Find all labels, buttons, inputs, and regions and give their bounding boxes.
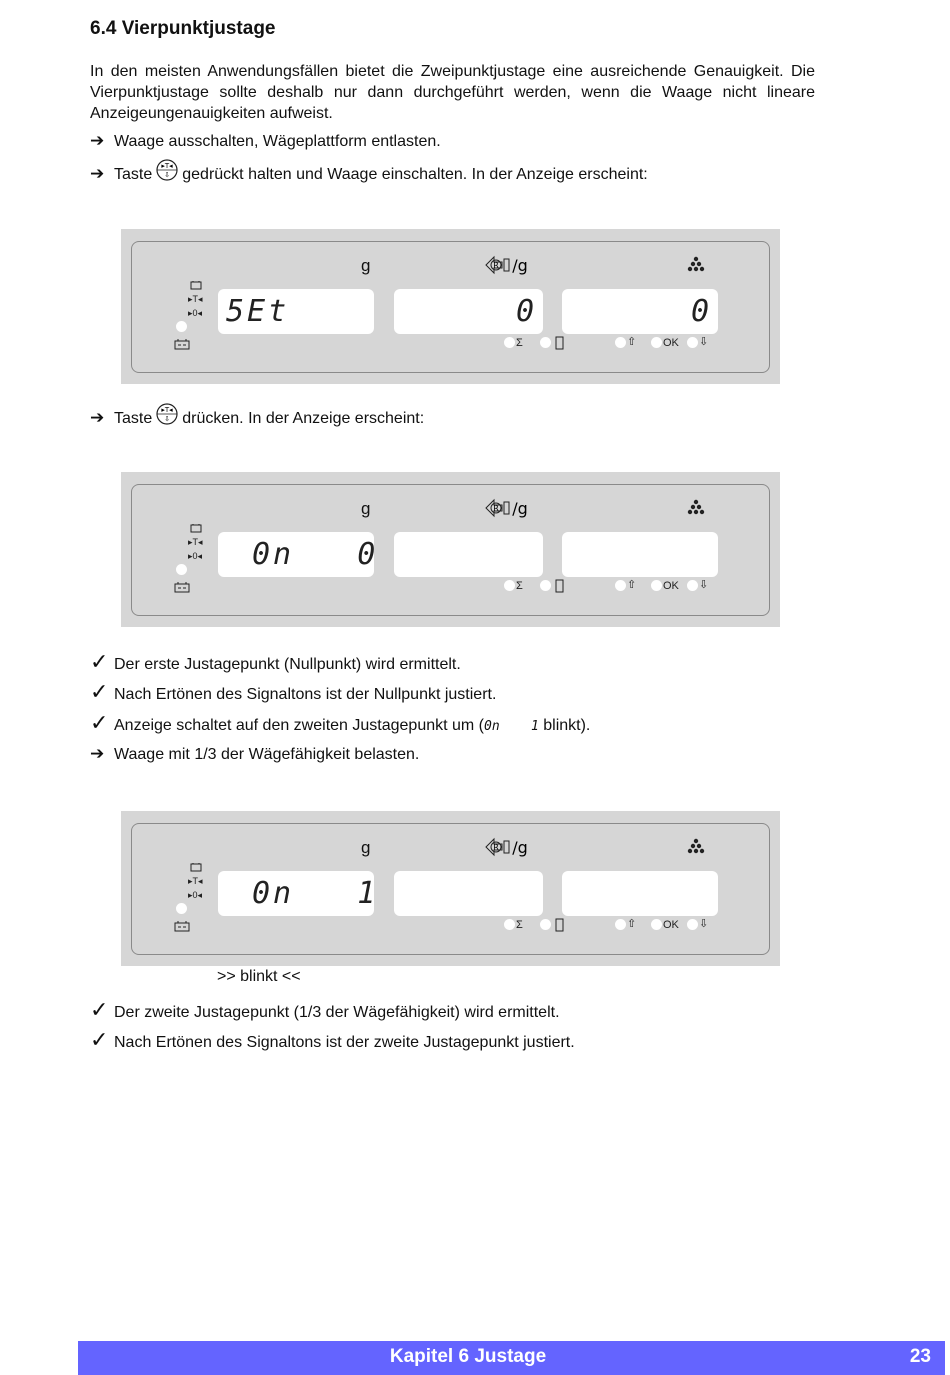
svg-text:▸T◂: ▸T◂ <box>161 406 173 414</box>
ref-led <box>540 580 551 591</box>
check-text: Nach Ertönen des Signaltons ist der Nullpunkt justiert. <box>114 686 497 703</box>
ok-label: OK <box>663 580 679 592</box>
check-second-adjusted <box>90 1027 575 1053</box>
svg-text:R: R <box>493 843 499 852</box>
lcd-reference <box>394 871 543 916</box>
status-led <box>176 321 187 332</box>
ok-label: OK <box>663 337 679 349</box>
display-panel-on1 <box>121 811 780 966</box>
piece-count-icon <box>686 838 706 861</box>
ok-led <box>651 337 662 348</box>
battery-low-icon <box>174 580 190 598</box>
footer-chapter-title: Kapitel 6 Justage <box>389 1346 547 1367</box>
checkmark-icon: ✓ <box>90 997 109 1022</box>
step-power-off <box>90 131 441 152</box>
battery-low-icon <box>174 337 190 355</box>
step-text: Taste <box>114 166 153 184</box>
battery-icon <box>190 280 202 292</box>
step-load-third <box>90 744 419 765</box>
lcd-weight <box>218 871 379 916</box>
check-text: Der zweite Justagepunkt (1/3 der Wägefähigkeit) wird ermittelt. <box>114 1004 560 1021</box>
sum-led <box>504 919 515 930</box>
display-panel-set <box>121 229 780 384</box>
reference-weight-icon <box>484 836 532 863</box>
up-led <box>615 337 626 348</box>
step-press-key <box>90 405 424 433</box>
checkmark-icon: ✓ <box>90 649 109 674</box>
check-second-determined <box>90 997 560 1023</box>
lcd-reference <box>394 289 543 334</box>
check-text: blinkt). <box>538 717 591 734</box>
svg-text:/g: /g <box>512 256 528 275</box>
tare-key-icon <box>156 403 178 431</box>
display-frame <box>131 484 770 616</box>
up-led <box>615 580 626 591</box>
status-led <box>176 564 187 575</box>
piece-count-icon <box>686 499 706 522</box>
step-text: Taste <box>114 410 153 428</box>
intro-paragraph: In den meisten Anwendungsfällen bietet die Zweipunktjustage eine ausreichende Genauigkeit. Die Vierpunktjustage sollte deshalb nur dann durchgeführt werden, wenn die Waage nicht lineare Anzeigeungenauigkeiten aufweist. <box>90 63 815 122</box>
arrow-icon: ➔ <box>90 744 105 763</box>
sum-led <box>504 337 515 348</box>
arrow-icon: ➔ <box>90 408 105 428</box>
check-text: Der erste Justagepunkt (Nullpunkt) wird ermittelt. <box>114 656 461 673</box>
lcd-count <box>562 289 718 334</box>
ref-weight-key-icon <box>555 918 564 937</box>
checkmark-icon: ✓ <box>90 710 109 735</box>
sum-led <box>504 580 515 591</box>
blink-note: >> blinkt << <box>217 968 301 985</box>
step-text: Waage ausschalten, Wägeplattform entlasten. <box>114 133 441 150</box>
section-heading: 6.4 Vierpunktjustage <box>90 18 276 39</box>
check-zero-adjusted <box>90 679 497 705</box>
lcd-count <box>562 871 718 916</box>
check-first-point <box>90 649 461 675</box>
lcd-weight-value: 0n 0 <box>252 537 379 572</box>
battery-low-icon <box>174 919 190 937</box>
step-text: Waage mit 1/3 der Wägefähigkeit belasten. <box>114 746 420 763</box>
reference-weight-icon <box>484 254 532 281</box>
arrow-icon: ➔ <box>90 164 105 184</box>
lcd-count-value: 0 <box>690 294 712 329</box>
step-text: drücken. In der Anzeige erscheint: <box>182 410 425 428</box>
up-arrow-icon: ⇧ <box>627 918 637 930</box>
reference-weight-icon <box>484 497 532 524</box>
unit-g-label: g <box>361 499 371 518</box>
unit-g-label: g <box>361 838 371 857</box>
check-second-point <box>90 710 591 737</box>
ok-led <box>651 580 662 591</box>
inline-segment-display: 0n 1 <box>484 719 539 734</box>
battery-icon <box>190 523 202 535</box>
status-led <box>176 903 187 914</box>
down-arrow-icon: ⇩ <box>699 579 709 591</box>
page-number: 23 <box>909 1346 931 1367</box>
lcd-reference <box>394 532 543 577</box>
tare-indicator-label: ▸T◂ <box>188 876 203 886</box>
lcd-weight <box>218 289 374 334</box>
display-panel-on0 <box>121 472 780 627</box>
display-frame <box>131 823 770 955</box>
up-arrow-icon: ⇧ <box>627 579 637 591</box>
down-led <box>687 580 698 591</box>
tare-indicator-label: ▸T◂ <box>188 294 203 304</box>
sum-key-icon: Σ <box>516 337 523 349</box>
lcd-weight-value: 5Et <box>226 294 290 329</box>
down-led <box>687 337 698 348</box>
step-hold-key <box>90 161 648 189</box>
svg-text:▸T◂: ▸T◂ <box>161 162 173 170</box>
check-text: Anzeige schaltet auf den zweiten Justagepunkt um ( <box>114 717 484 734</box>
zero-indicator-label: ▸0◂ <box>188 890 203 900</box>
svg-text:R: R <box>493 261 499 270</box>
svg-text:/g: /g <box>512 499 528 518</box>
down-arrow-icon: ⇩ <box>699 336 709 348</box>
unit-g-label: g <box>361 256 371 275</box>
display-frame <box>131 241 770 373</box>
zero-indicator-label: ▸0◂ <box>188 308 203 318</box>
down-arrow-icon: ⇩ <box>699 918 709 930</box>
lcd-weight-value: 0n 1 <box>252 876 379 911</box>
down-led <box>687 919 698 930</box>
ref-weight-key-icon <box>555 336 564 355</box>
svg-text:⇩: ⇩ <box>164 171 171 179</box>
tare-key-icon <box>156 159 178 187</box>
checkmark-icon: ✓ <box>90 679 109 704</box>
lcd-reference-value: 0 <box>515 294 537 329</box>
checkmark-icon: ✓ <box>90 1027 109 1052</box>
up-led <box>615 919 626 930</box>
lcd-weight <box>218 532 379 577</box>
step-text: gedrückt halten und Waage einschalten. In der Anzeige erscheint: <box>182 166 648 184</box>
ok-led <box>651 919 662 930</box>
tare-indicator-label: ▸T◂ <box>188 537 203 547</box>
ok-label: OK <box>663 919 679 931</box>
svg-text:⇩: ⇩ <box>164 415 171 423</box>
zero-indicator-label: ▸0◂ <box>188 551 203 561</box>
ref-led <box>540 337 551 348</box>
ref-weight-key-icon <box>555 579 564 598</box>
up-arrow-icon: ⇧ <box>627 336 637 348</box>
battery-icon <box>190 862 202 874</box>
piece-count-icon <box>686 256 706 279</box>
ref-led <box>540 919 551 930</box>
svg-text:/g: /g <box>512 838 528 857</box>
check-text: Nach Ertönen des Signaltons ist der zweite Justagepunkt justiert. <box>114 1034 575 1051</box>
svg-text:R: R <box>493 504 499 513</box>
sum-key-icon: Σ <box>516 919 523 931</box>
sum-key-icon: Σ <box>516 580 523 592</box>
lcd-count <box>562 532 718 577</box>
arrow-icon: ➔ <box>90 131 105 150</box>
